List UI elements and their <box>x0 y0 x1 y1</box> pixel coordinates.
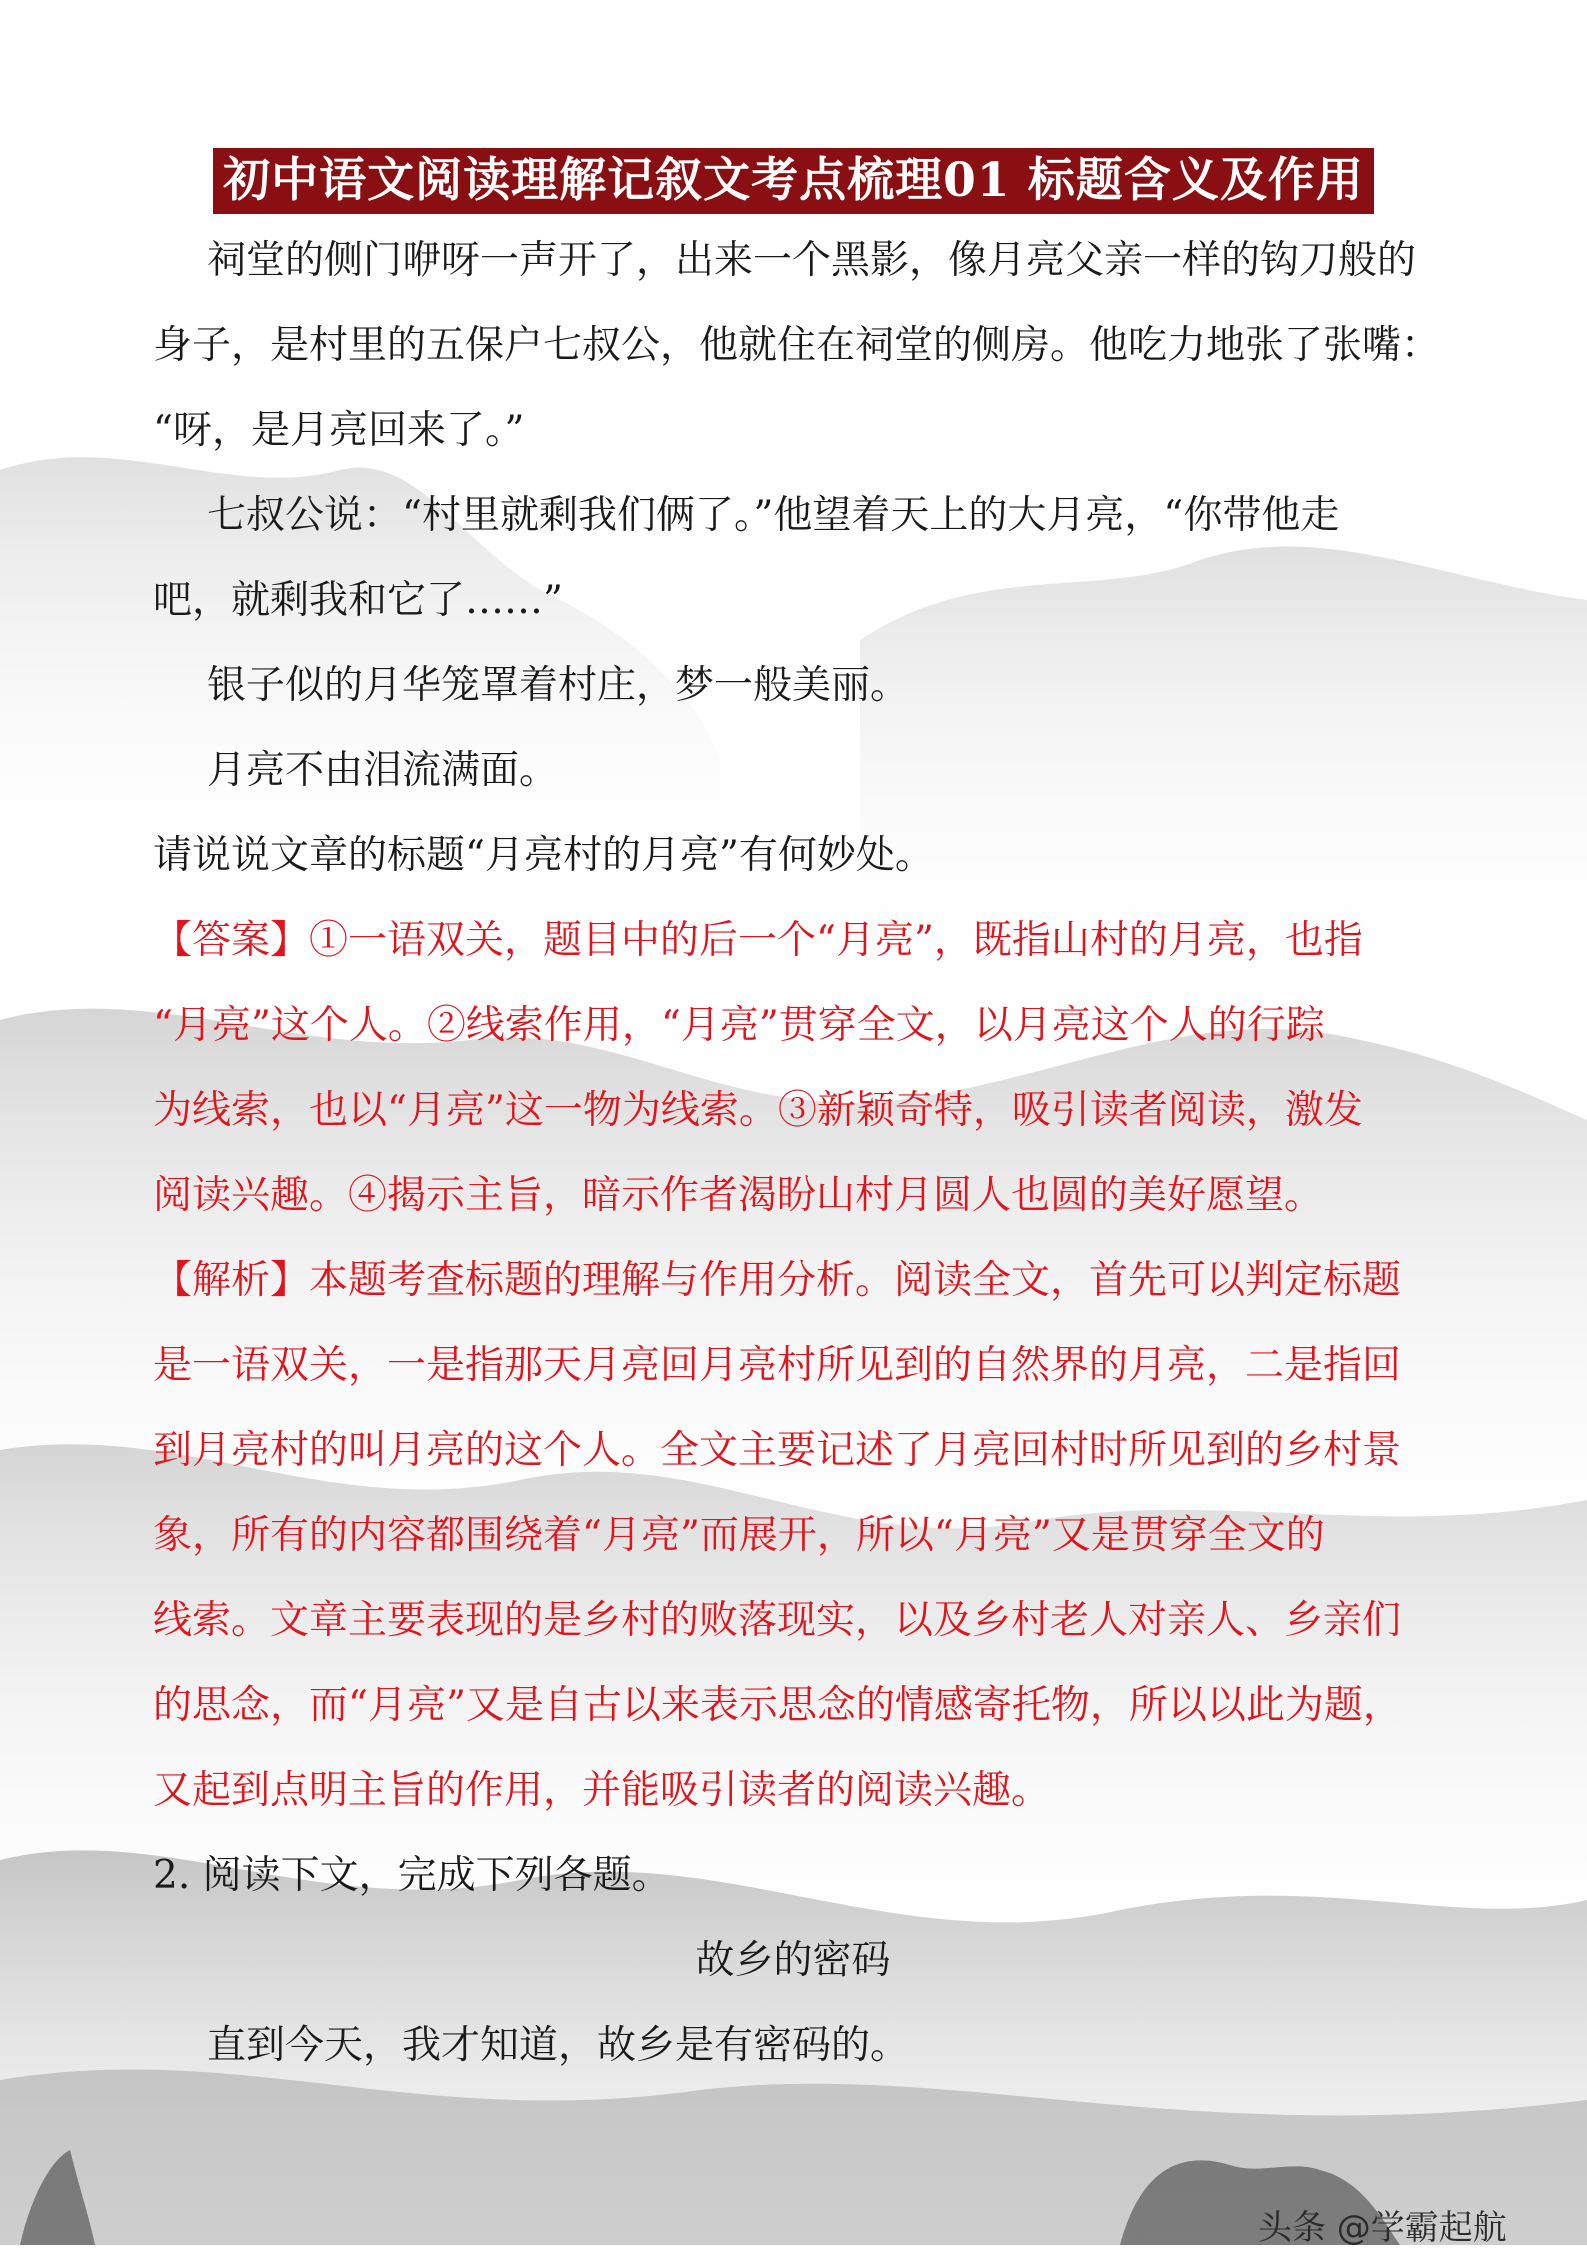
passage-line: 银子似的月华笼罩着村庄，梦一般美丽。 <box>207 663 910 708</box>
document-title: 初中语文阅读理解记叙文考点梳理01 标题含义及作用 <box>213 148 1374 214</box>
story-first-line: 直到今天，我才知道，故乡是有密码的。 <box>207 2023 910 2068</box>
story-title: 故乡的密码 <box>695 1938 891 1983</box>
analysis-line: 线索。文章主要表现的是乡村的败落现实，以及乡村老人对亲人、乡亲们 <box>153 1598 1402 1643</box>
passage-line: 月亮不由泪流满面。 <box>207 748 559 793</box>
analysis-line: 的思念，而“月亮”又是自古以来表示思念的情感寄托物，所以以此为题， <box>153 1683 1402 1728</box>
question-text: 请说说文章的标题“月亮村的月亮”有何妙处。 <box>153 833 934 878</box>
analysis-line: 是一语双关，一是指那天月亮回月亮村所见到的自然界的月亮，二是指回 <box>153 1343 1402 1388</box>
passage-line: 身子，是村里的五保户七叔公，他就住在祠堂的侧房。他吃力地张了张嘴： <box>153 323 1441 368</box>
answer-line: “月亮”这个人。②线索作用，“月亮”贯穿全文，以月亮这个人的行踪 <box>153 1003 1325 1048</box>
task-instruction: 2. 阅读下文，完成下列各题。 <box>153 1853 671 1898</box>
answer-line: 【答案】①一语双关，题目中的后一个“月亮”，既指山村的月亮，也指 <box>153 918 1363 963</box>
passage-line: 吧，就剩我和它了……” <box>153 578 563 623</box>
document-body <box>153 218 1441 2088</box>
passage-line: “呀，是月亮回来了。” <box>153 408 525 453</box>
title-banner <box>0 148 1587 214</box>
passage-line: 祠堂的侧门咿呀一声开了，出来一个黑影，像月亮父亲一样的钩刀般的 <box>207 238 1417 283</box>
answer-line: 为线索，也以“月亮”这一物为线索。③新颖奇特，吸引读者阅读，激发 <box>153 1088 1363 1133</box>
answer-line: 阅读兴趣。④揭示主旨，暗示作者渴盼山村月圆人也圆的美好愿望。 <box>153 1173 1324 1218</box>
analysis-line: 到月亮村的叫月亮的这个人。全文主要记述了月亮回村时所见到的乡村景 <box>153 1428 1402 1473</box>
watermark: 头条 @学霸起航 <box>1258 2208 1507 2248</box>
analysis-line: 【解析】本题考查标题的理解与作用分析。阅读全文，首先可以判定标题 <box>153 1258 1402 1303</box>
passage-line: 七叔公说：“村里就剩我们俩了。”他望着天上的大月亮，“你带他走 <box>207 493 1340 538</box>
analysis-line: 象，所有的内容都围绕着“月亮”而展开，所以“月亮”又是贯穿全文的 <box>153 1513 1325 1558</box>
analysis-line: 又起到点明主旨的作用，并能吸引读者的阅读兴趣。 <box>153 1768 1051 1813</box>
